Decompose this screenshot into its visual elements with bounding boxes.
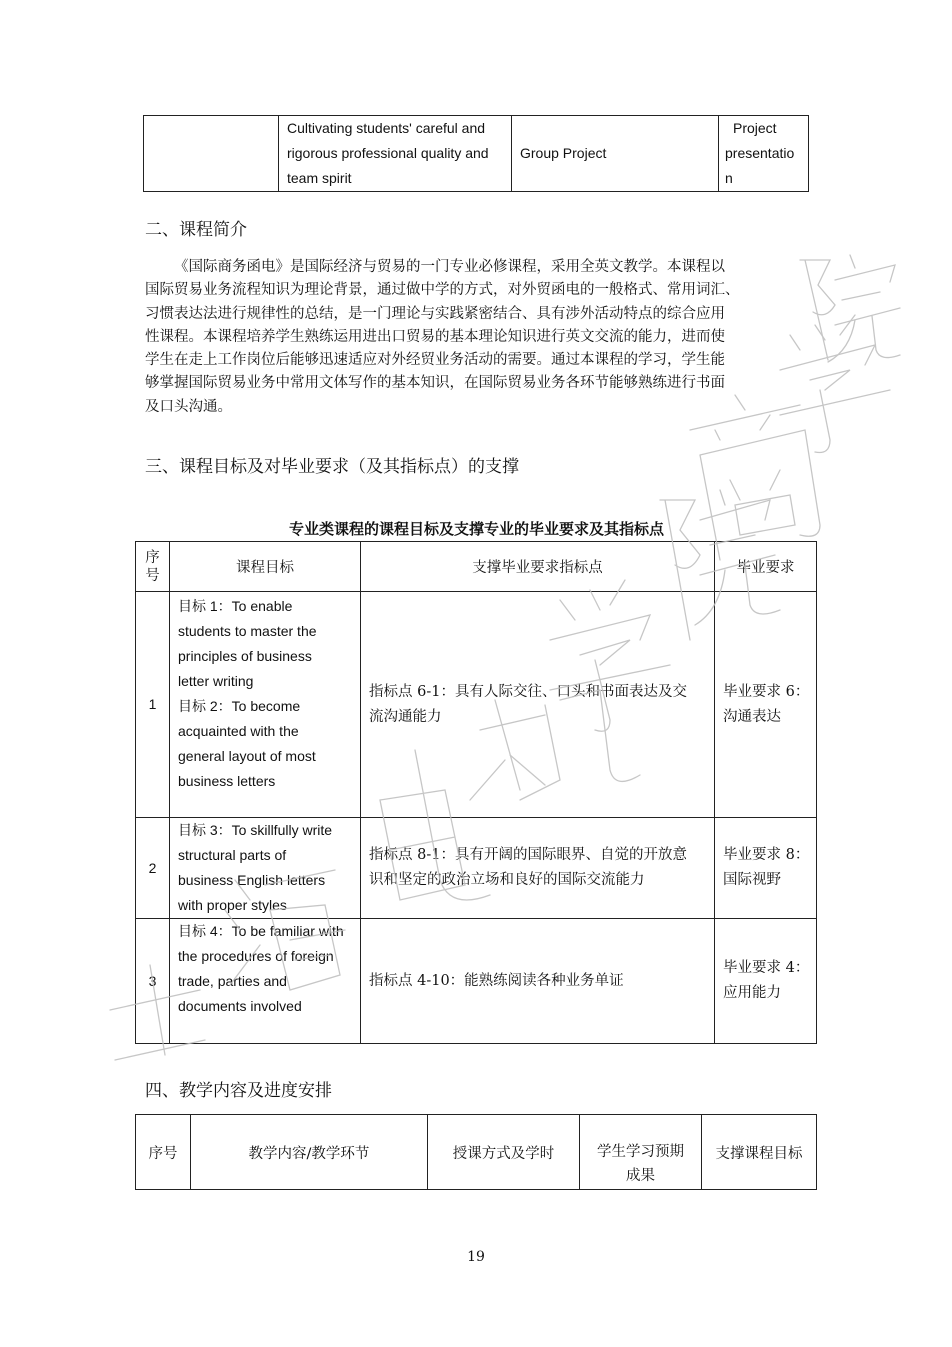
goal-line: principles of business <box>178 648 312 664</box>
goal-line: 目标 1：To enable <box>178 598 293 614</box>
row-goal <box>170 592 361 818</box>
goal-line: Cultivating students' careful and <box>287 120 486 136</box>
goal-line: trade, parties and <box>178 973 287 989</box>
goal-line: 目标 3：To skillfully write <box>178 822 333 838</box>
header-content: 教学内容/教学环节 <box>191 1115 428 1190</box>
assessment-cell <box>719 116 809 192</box>
requirement-line: 沟通表达 <box>723 708 781 725</box>
row-goal <box>170 919 361 1044</box>
header-indicator: 支撑毕业要求指标点 <box>361 542 715 592</box>
header-seq-line: 号 <box>145 567 160 584</box>
goal-line: business English letters <box>178 872 326 888</box>
indicator-line: 指标点 6-1：具有人际交往、口头和书面表达及交 <box>369 683 687 700</box>
row-seq: 1 <box>136 592 170 818</box>
indicator-line: 指标点 4-10：能熟练阅读各种业务单证 <box>369 972 624 989</box>
header-outcome <box>580 1115 702 1190</box>
row-requirement <box>715 818 817 919</box>
goal-line: rigorous professional quality and <box>287 145 489 161</box>
requirement-line: 国际视野 <box>723 872 781 888</box>
paragraph-line: 《国际商务函电》是国际经济与贸易的一门专业必修课程，采用全英文教学。本课程以 <box>174 259 725 275</box>
row-requirement <box>715 919 817 1044</box>
empty-cell <box>144 116 279 192</box>
header-goal: 课程目标 <box>170 542 361 592</box>
row-seq: 2 <box>136 818 170 919</box>
section-heading-course-intro: 二、课程简介 <box>145 220 247 240</box>
header-outcome-line: 成果 <box>626 1168 655 1184</box>
top-continuation-table <box>143 115 809 192</box>
goal-line: documents involved <box>178 998 302 1014</box>
table-row <box>136 818 817 919</box>
indicator-line: 指标点 8-1：具有开阔的国际眼界、自觉的开放意 <box>369 847 687 863</box>
goal-line: general layout of most <box>178 748 316 764</box>
course-intro-paragraph <box>145 256 809 419</box>
goal-line: students to master the <box>178 623 317 639</box>
table-caption: 专业类课程的课程目标及支撑专业的毕业要求及其指标点 <box>288 520 664 538</box>
goal-line: team spirit <box>287 170 352 186</box>
paragraph-line: 及口头沟通。 <box>145 398 232 415</box>
method-cell: Group Project <box>512 116 719 192</box>
goal-line: with proper styles <box>178 897 287 913</box>
header-requirement: 毕业要求 <box>715 542 817 592</box>
page-number: 19 <box>467 1249 485 1265</box>
assessment-line: Project <box>733 120 777 136</box>
goal-line: letter writing <box>178 673 254 689</box>
paragraph-line: 够掌握国际贸易业务中常用文体写作的基本知识，在国际贸易业务各环节能够熟练进行书面 <box>145 375 725 392</box>
row-seq: 3 <box>136 919 170 1044</box>
row-goal <box>170 818 361 919</box>
header-method: 授课方式及学时 <box>428 1115 580 1190</box>
teaching-content-table <box>135 1114 817 1190</box>
row-indicator <box>361 919 715 1044</box>
section-heading-teaching-content: 四、教学内容及进度安排 <box>145 1081 332 1101</box>
row-requirement <box>715 592 817 818</box>
table-row <box>136 919 817 1044</box>
header-seq: 序号 <box>136 1115 191 1190</box>
assessment-line: presentatio <box>725 145 795 161</box>
header-seq <box>136 542 170 592</box>
table-header-row <box>136 542 817 592</box>
indicator-line: 识和坚定的政治立场和良好的国际交流能力 <box>369 872 645 888</box>
row-indicator <box>361 592 715 818</box>
requirement-line: 毕业要求 6： <box>723 683 810 700</box>
requirement-line: 毕业要求 8： <box>723 847 810 863</box>
paragraph-line: 习惯表达法进行规律性的总结，是一门理论与实践紧密结合、具有涉外活动特点的综合应用 <box>145 305 725 322</box>
paragraph-line: 学生在走上工作岗位后能够迅速适应对外经贸业务活动的需要。通过本课程的学习，学生能 <box>145 352 725 369</box>
assessment-line: n <box>725 170 733 186</box>
section-heading-course-goals: 三、课程目标及对毕业要求（及其指标点）的支撑 <box>145 457 519 477</box>
course-goals-table <box>135 541 817 1044</box>
paragraph-line: 国际贸易业务流程知识为理论背景，通过做中学的方式，对外贸函电的一般格式、常用词汇、 <box>145 282 740 299</box>
table-header-row <box>136 1115 817 1190</box>
goal-line: 目标 2：To become <box>178 698 301 714</box>
table-row <box>136 592 817 818</box>
header-outcome-line: 学生学习预期 <box>597 1144 684 1160</box>
requirement-line: 毕业要求 4： <box>723 960 810 976</box>
indicator-line: 流沟通能力 <box>369 708 442 725</box>
goal-text-cell <box>279 116 512 192</box>
goal-line: acquainted with the <box>178 723 299 739</box>
requirement-line: 应用能力 <box>723 985 781 1001</box>
header-support: 支撑课程目标 <box>702 1115 817 1190</box>
table-row <box>144 116 809 192</box>
goal-line: 目标 4：To be familiar with <box>178 923 344 939</box>
header-seq-line: 序 <box>145 549 160 566</box>
goal-line: structural parts of <box>178 847 287 863</box>
paragraph-line: 性课程。本课程培养学生熟练运用进出口贸易的基本理论知识进行英文交流的能力，进而使 <box>145 328 725 345</box>
goal-line: the procedures of foreign <box>178 948 334 964</box>
goal-line: business letters <box>178 773 276 789</box>
row-indicator <box>361 818 715 919</box>
